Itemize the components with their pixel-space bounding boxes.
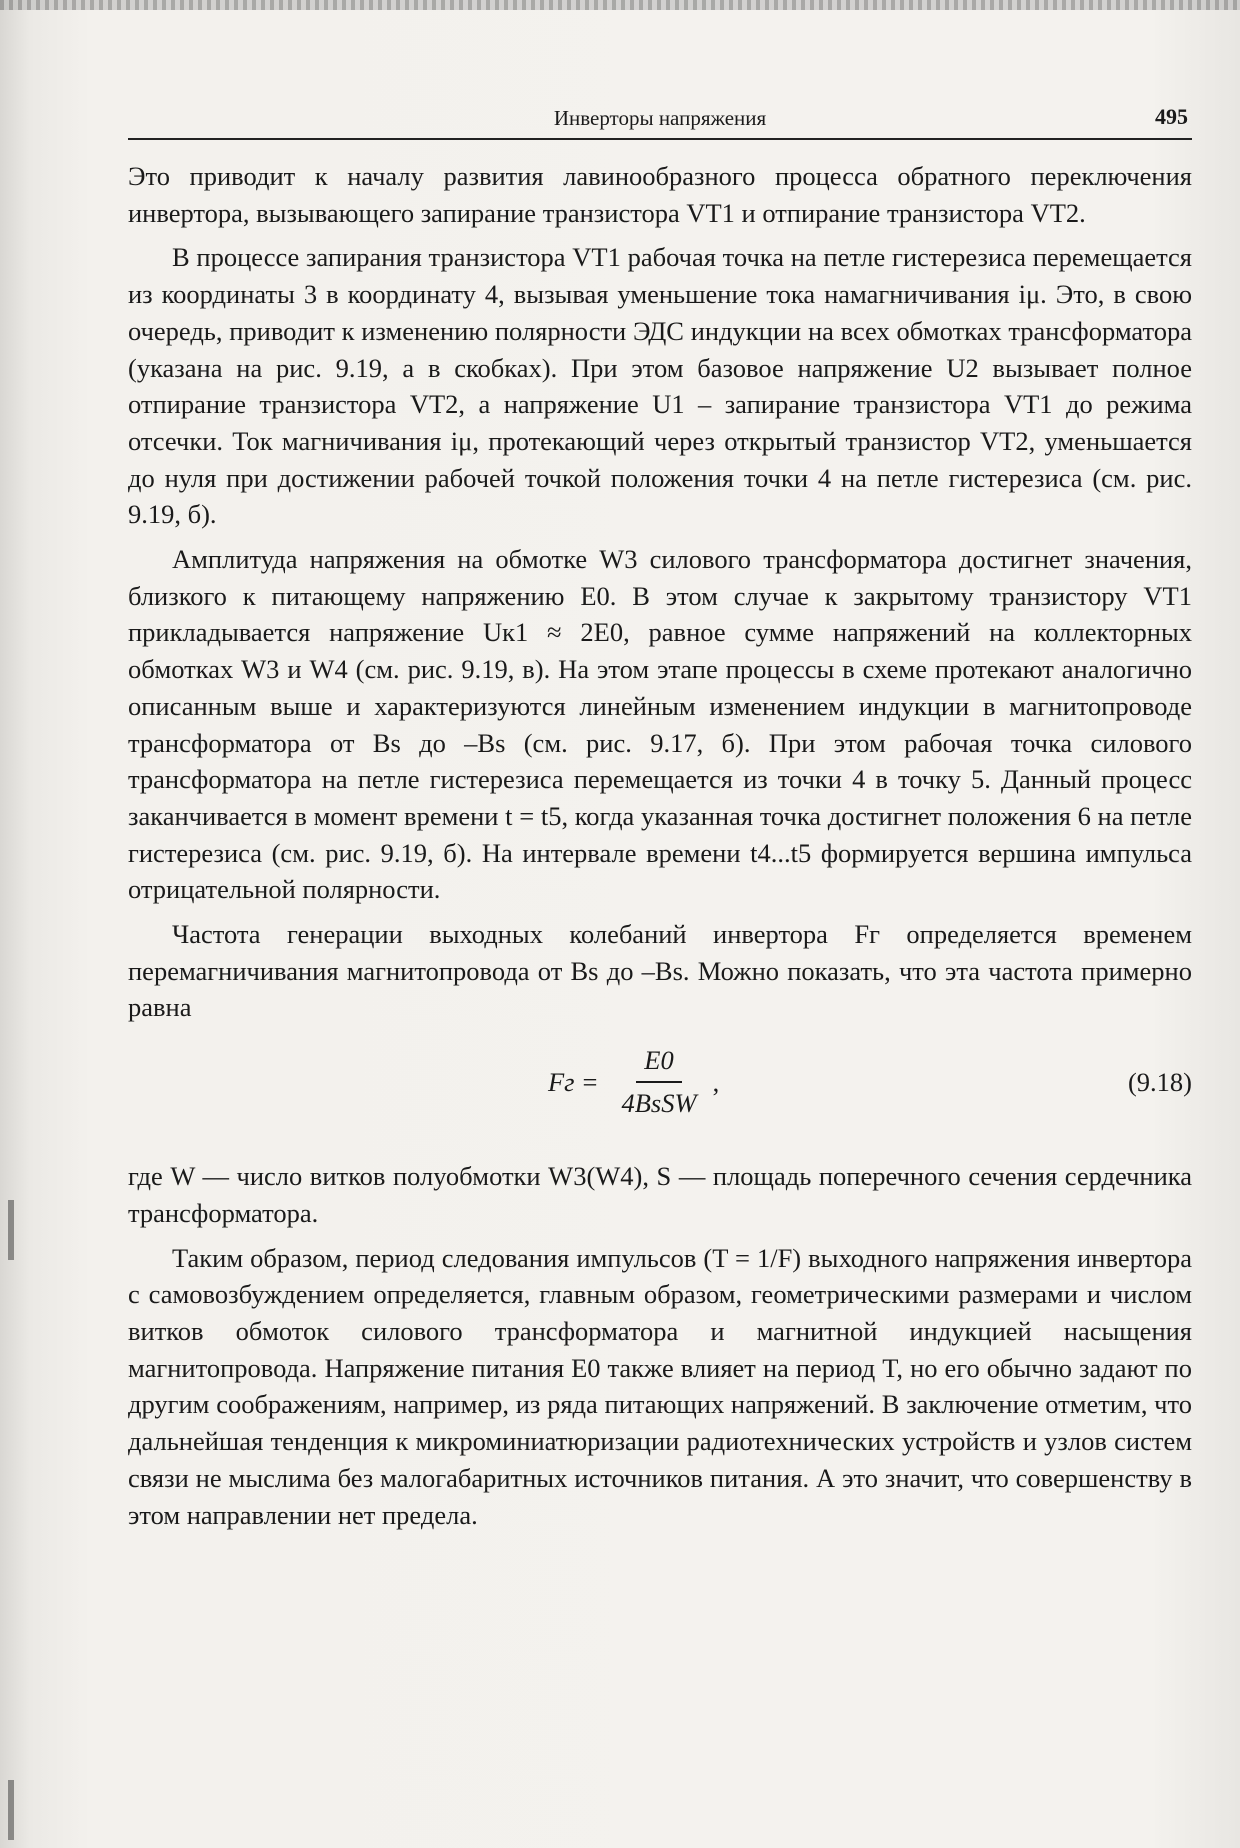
paragraph: В процессе запирания транзистора VT1 рабочая точка на петле гистерезиса перемещается из координаты 3 в координату 4, вызывая уменьшение тока намагничивания iμ. Это, в свою очередь, приводит к изменению полярности ЭДС индукции на всех обмотках трансформатора (указана на рис. 9.19, а в скобках). При этом базовое напряжение U2 вызывает полное отпирание транзистора VT2, а напряжение U1 – запирание транзистора VT1 до режима отсечки. Ток магничивания iμ, протекающий через открытый транзистор VT2, уменьшается до нуля при достижении рабочей точкой положения точки 4 на петле гистерезиса (см. рис. 9.19, б). xyxy=(128,242,1192,530)
formula xyxy=(548,1042,719,1121)
paragraph: где W — число витков полуобмотки W3(W4), S — площадь поперечного сечения сердечника трансформатора. xyxy=(128,1161,1192,1228)
formula-comma: , xyxy=(712,1066,720,1097)
equation-9-18 xyxy=(128,1042,1192,1134)
running-header xyxy=(128,104,1192,140)
formula-equals: = xyxy=(582,1066,598,1097)
gutter-mark xyxy=(8,1780,14,1840)
formula-denominator: 4BsSW xyxy=(621,1087,697,1118)
page-number: 495 xyxy=(1155,104,1188,129)
formula-numerator: E0 xyxy=(636,1042,681,1083)
formula-lhs: Fг xyxy=(548,1066,575,1097)
paragraph: Это приводит к началу развития лавинообразного процесса обратного переключения инвертора, вызывающего запирание транзистора VT1 и отпирание транзистора VT2. xyxy=(128,161,1192,228)
paragraph: Амплитуда напряжения на обмотке W3 силового трансформатора достигнет значения, близкого к питающему напряжению E0. В этом случае к закрытому транзистору VT1 прикладывается напряжение Uк1 ≈ 2E0, равное сумме напряжений на коллекторных обмотках W3 и W4 (см. рис. 9.19, в). На этом этапе процессы в схеме протекают аналогично описанным выше и характеризуются линейным изменением индукции в магнитопроводе трансформатора от Bs до –Bs (см. рис. 9.17, б). При этом рабочая точка силового трансформатора на петле гистерезиса перемещается из точки 4 в точку 5. Данный процесс заканчивается в момент времени t = t5, когда указанная точка достигнет положения 6 на петле гистерезиса (см. рис. 9.19, б). На интервале времени t4...t5 формируется вершина импульса отрицательной полярности. xyxy=(128,544,1192,905)
gutter-mark xyxy=(8,1200,14,1260)
body-text xyxy=(128,158,1192,1541)
paragraph: Таким образом, период следования импульсов (T = 1/F) выходного напряжения инвертора с самовозбуждением определяется, главным образом, геометрическими размерами и числом витков обмоток силового трансформатора и магнитной индукцией насыщения магнитопровода. Напряжение питания E0 также влияет на период T, но его обычно задают по другим соображениям, например, из ряда питающих напряжений. В заключение отметим, что дальнейшая тенденция к микроминиатюризации радиотехнических устройств и узлов систем связи не мыслима без малогабаритных источников питания. А это значит, что совершенству в этом направлении нет предела. xyxy=(128,1242,1192,1530)
paragraph: Частота генерации выходных колебаний инвертора Fг определяется временем перемагничивания магнитопровода от Bs до –Bs. Можно показать, что эта частота примерно равна xyxy=(128,919,1192,1023)
running-title: Инверторы напряжения xyxy=(553,106,767,130)
scan-edge-strip xyxy=(0,0,1240,10)
formula-fraction xyxy=(613,1042,704,1121)
equation-number: (9.18) xyxy=(1127,1067,1192,1098)
